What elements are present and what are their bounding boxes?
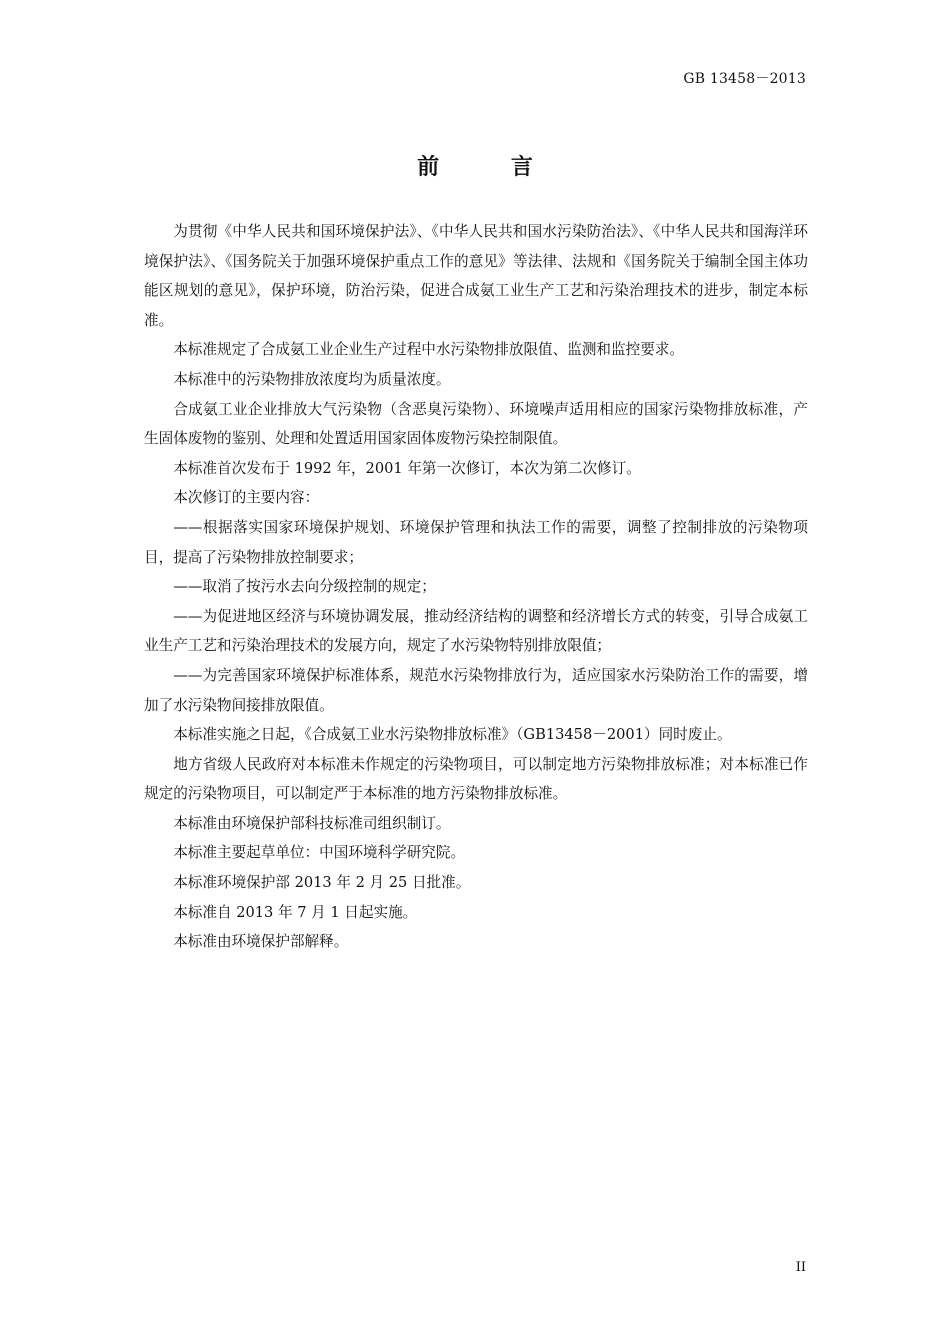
paragraph-approval: 本标准环境保护部 2013 年 2 月 25 日批准。 [173,874,471,892]
paragraph-history: 本标准首次发布于 1992 年，2001 年第一次修订，本次为第二次修订。 [173,459,641,477]
paragraph-scope: 本标准规定了合成氨工业企业生产过程中水污染物排放限值、监测和监控要求。 [173,341,684,359]
page-number: II [795,1260,806,1275]
preface-body [144,217,808,957]
revision-item: ——为完善国家环境保护标准体系，规范水污染物排放行为，适应国家水污染防治工作的需要，增加了水污染物间接排放限值。 [144,666,808,714]
revision-item: ——取消了按污水去向分级控制的规定； [173,578,436,596]
paragraph-effective-date: 本标准自 2013 年 7 月 1 日起实施。 [173,903,418,921]
standard-number: GB 13458－2013 [683,71,806,87]
paragraph-interpretation: 本标准由环境保护部解释。 [173,933,349,951]
paragraph-drafter: 本标准主要起草单位：中国环境科学研究院。 [173,844,466,862]
paragraph-other-standards: 合成氨工业企业排放大气污染物（含恶臭污染物）、环境噪声适用相应的国家污染物排放标准，产生固体废物的鉴别、处理和处置适用国家固体废物污染控制限值。 [144,400,808,448]
paragraph-local-standards: 地方省级人民政府对本标准未作规定的污染物项目，可以制定地方污染物排放标准；对本标准已作规定的污染物项目，可以制定严于本标准的地方污染物排放标准。 [144,755,808,803]
paragraph-revision-intro: 本次修订的主要内容： [173,489,320,507]
page-title: 前 言 [417,154,565,180]
paragraph-concentration: 本标准中的污染物排放浓度均为质量浓度。 [173,370,451,388]
paragraph-repeal: 本标准实施之日起，《合成氨工业水污染物排放标准》（GB13458－2001）同时废止。 [173,726,732,744]
revision-item: ——为促进地区经济与环境协调发展，推动经济结构的调整和经济增长方式的转变，引导合成氨工业生产工艺和污染治理技术的发展方向，规定了水污染物特别排放限值； [144,607,808,655]
revision-item: ——根据落实国家环境保护规划、环境保护管理和执法工作的需要，调整了控制排放的污染物项目，提高了污染物排放控制要求； [144,518,808,566]
paragraph-purpose: 为贯彻《中华人民共和国环境保护法》、《中华人民共和国水污染防治法》、《中华人民共和国海洋环境保护法》、《国务院关于加强环境保护重点工作的意见》等法律、法规和《国务院关于编制全国主体功能区规划的意见》，保护环境，防治污染，促进合成氨工业生产工艺和污染治理技术的进步，制定本标准。 [144,223,808,329]
paragraph-organizer: 本标准由环境保护部科技标准司组织制订。 [173,814,451,832]
